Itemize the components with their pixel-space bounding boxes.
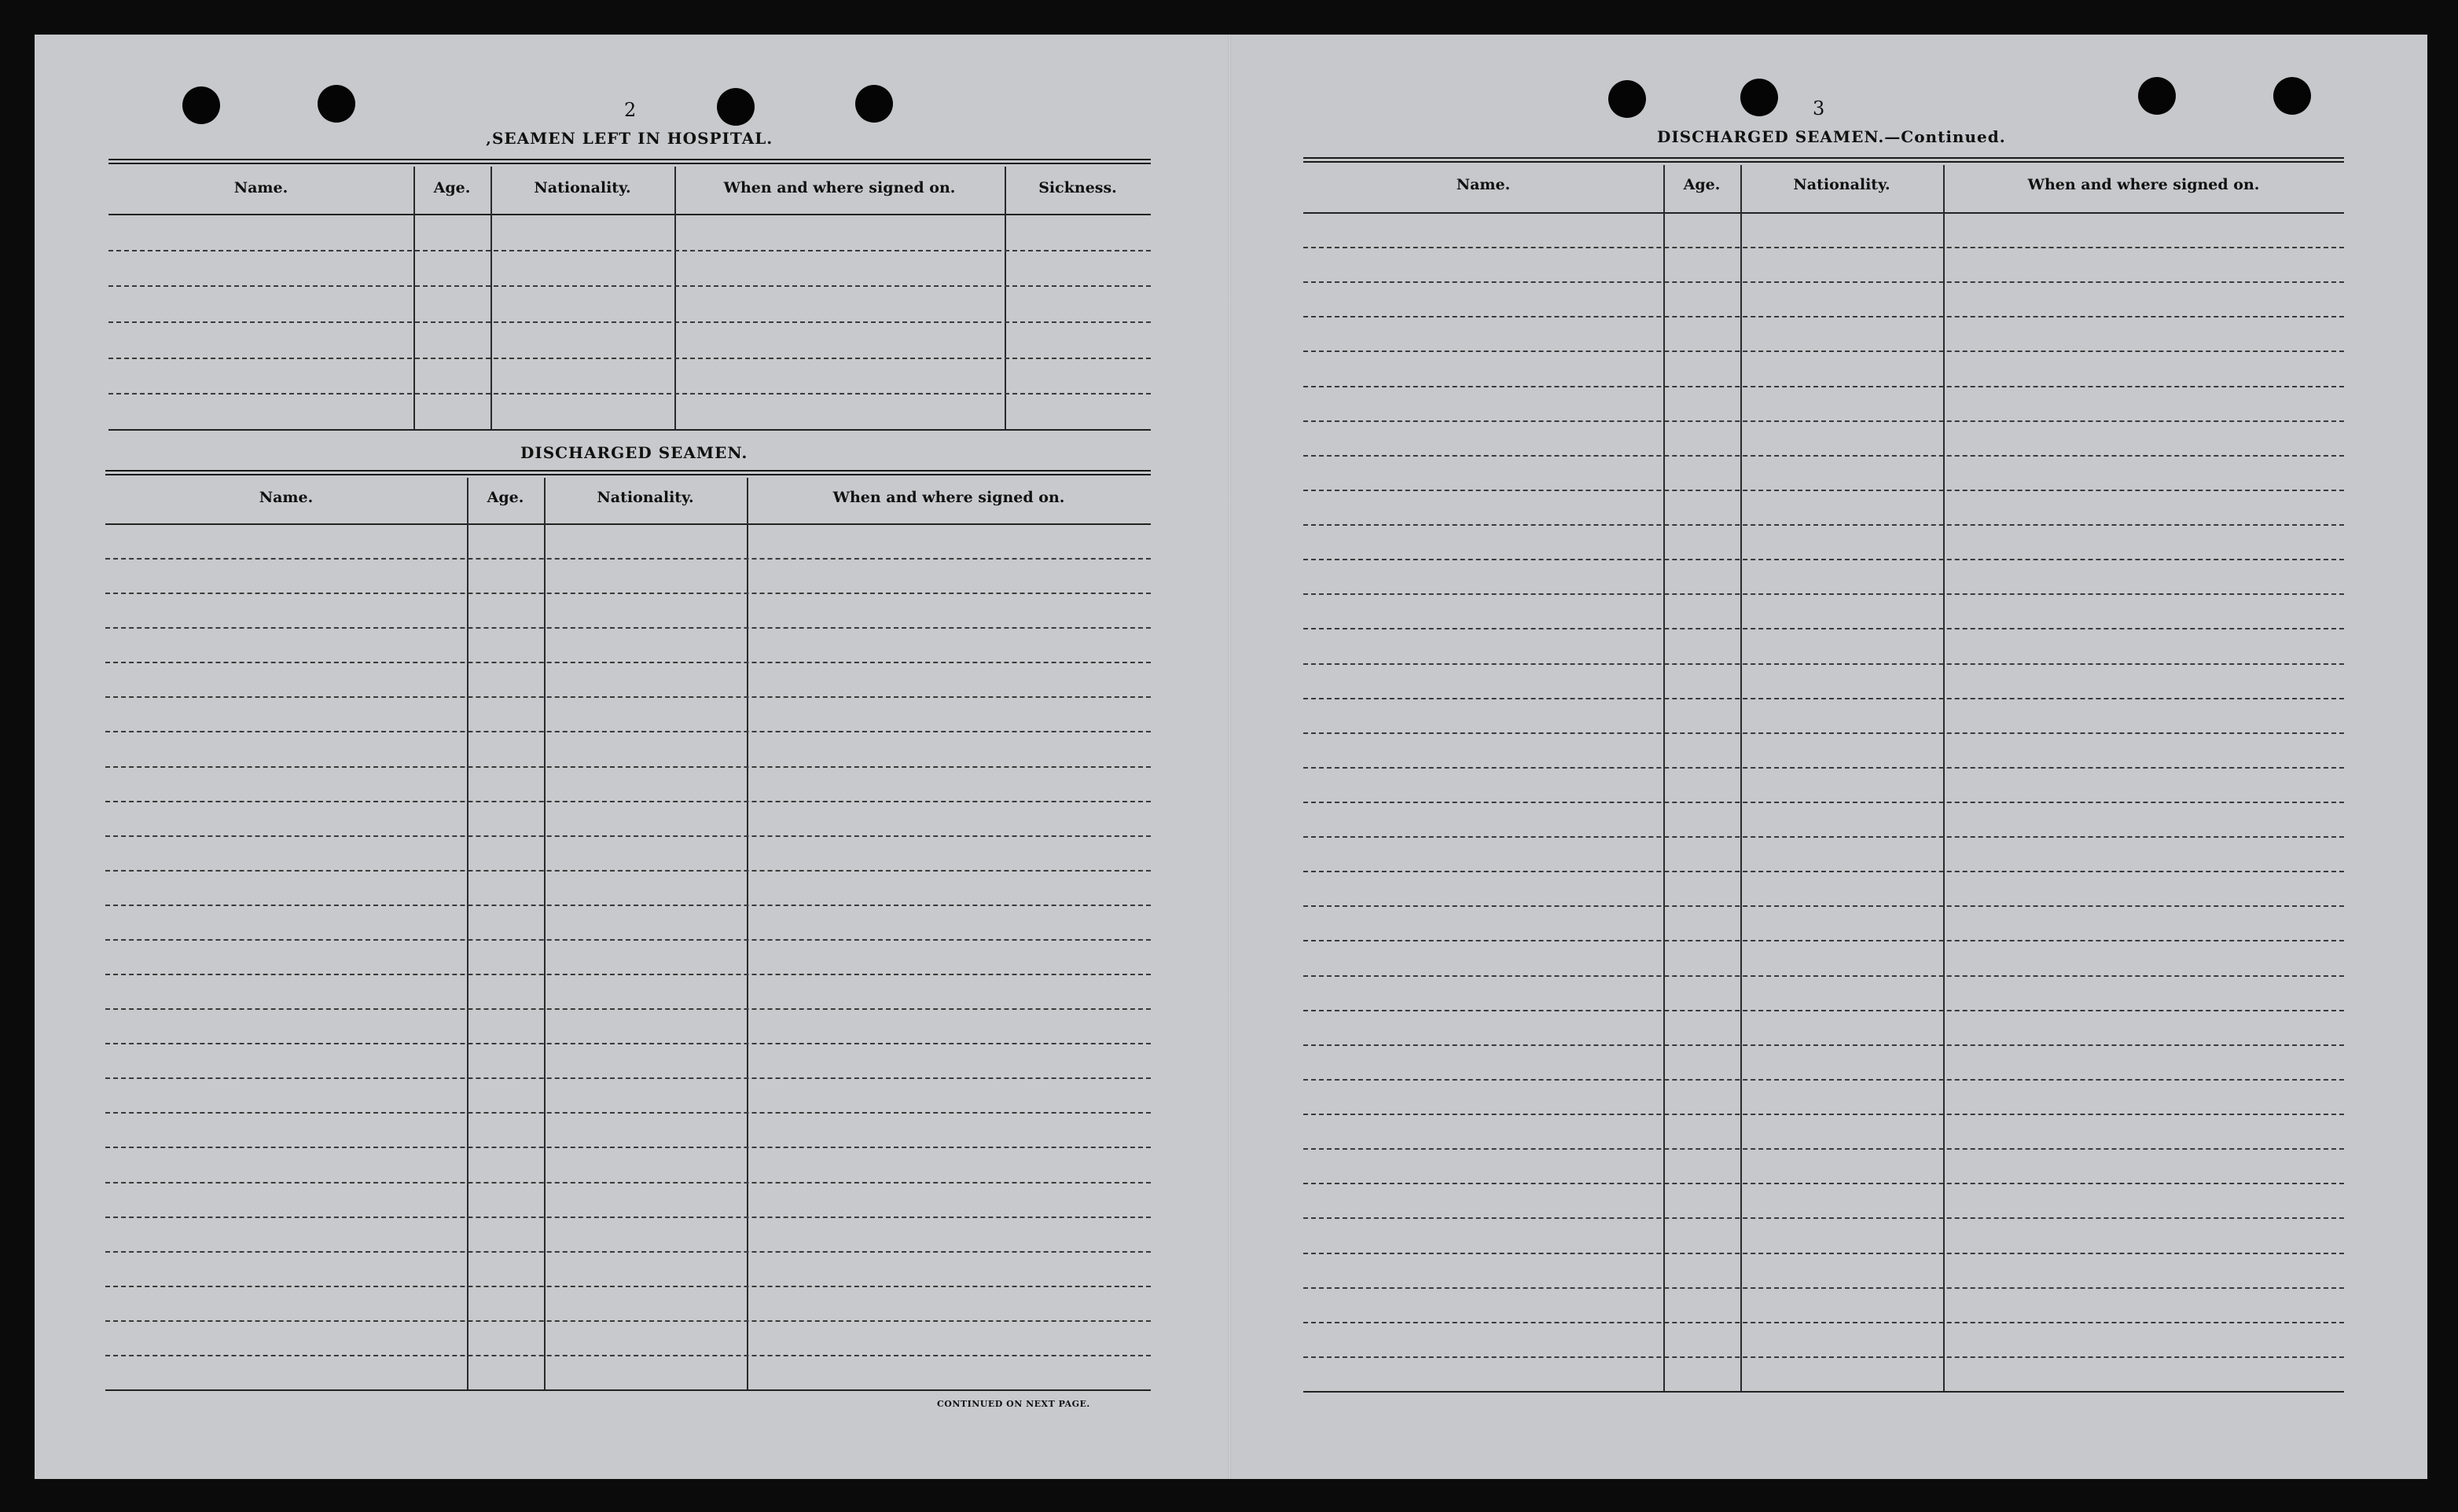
column-header-name: Name. [233, 179, 288, 196]
table-row [1303, 1183, 2344, 1184]
table-row [1303, 698, 2344, 699]
column-divider [544, 478, 546, 1389]
punch-hole-icon [717, 88, 755, 126]
table-row [105, 1320, 1151, 1322]
table-row [105, 939, 1151, 941]
page-number-left: 2 [624, 99, 637, 121]
table-row [1303, 1079, 2344, 1081]
table-row [105, 593, 1151, 594]
header-underline [105, 523, 1151, 525]
table-row [108, 358, 1151, 359]
table-row [1303, 1287, 2344, 1289]
table-row [105, 1112, 1151, 1114]
column-header-age: Age. [1683, 176, 1721, 193]
discharged-continued-title: DISCHARGED SEAMEN.—Continued. [1657, 127, 2006, 146]
table-row [105, 905, 1151, 906]
table-top-rule [105, 470, 1151, 475]
table-row [105, 731, 1151, 732]
header-underline [108, 214, 1151, 215]
table-bottom-rule [1303, 1391, 2344, 1393]
table-row [108, 393, 1151, 395]
table-row [1303, 455, 2344, 457]
column-header-nationality: Nationality. [534, 179, 631, 196]
table-row [1303, 940, 2344, 941]
punch-hole-icon [318, 85, 355, 123]
table-row [1303, 350, 2344, 352]
table-row [105, 1251, 1151, 1253]
table-row [108, 250, 1151, 251]
table-row [1303, 975, 2344, 977]
column-divider [747, 478, 748, 1389]
table-row [105, 766, 1151, 768]
table-row [1303, 1253, 2344, 1254]
table-row [1303, 1010, 2344, 1011]
column-divider [1943, 165, 1945, 1391]
punch-hole-icon [855, 85, 893, 123]
table-row [105, 1182, 1151, 1184]
table-row [1303, 802, 2344, 803]
table-row [108, 285, 1151, 287]
column-divider [413, 167, 415, 431]
hospital-section-title: ‚SEAMEN LEFT IN HOSPITAL. [486, 129, 773, 148]
table-row [1303, 281, 2344, 283]
table-row [1303, 871, 2344, 872]
column-divider [674, 167, 676, 431]
table-row [1303, 905, 2344, 907]
table-bottom-rule [105, 1389, 1151, 1391]
page-number-right: 3 [1813, 97, 1826, 119]
table-row [1303, 386, 2344, 387]
table-row [1303, 1217, 2344, 1219]
discharged-section-title: DISCHARGED SEAMEN. [520, 443, 748, 462]
table-row [105, 1217, 1151, 1218]
table-row [1303, 559, 2344, 560]
punch-hole-icon [2273, 77, 2311, 115]
table-row [105, 870, 1151, 872]
page-fold [1228, 35, 1231, 1479]
table-row [1303, 628, 2344, 629]
punch-hole-icon [2138, 77, 2176, 115]
table-row [1303, 490, 2344, 491]
header-underline [1303, 212, 2344, 214]
column-divider [1740, 165, 1742, 1391]
table-row [105, 1043, 1151, 1044]
table-row [105, 835, 1151, 837]
column-header-signed-on: When and where signed on. [2027, 176, 2260, 193]
table-row [105, 974, 1151, 975]
table-row [105, 1147, 1151, 1148]
column-header-nationality: Nationality. [597, 489, 694, 506]
discharged-seamen-table [105, 470, 1151, 1393]
table-row [1303, 1322, 2344, 1323]
table-row [1303, 316, 2344, 317]
column-header-signed-on: When and where signed on. [723, 179, 956, 196]
table-row [1303, 524, 2344, 526]
table-row [105, 1077, 1151, 1079]
table-row [105, 801, 1151, 802]
table-row [1303, 663, 2344, 665]
discharged-seamen-continued-table [1303, 157, 2344, 1394]
table-top-rule [108, 159, 1151, 164]
continued-footnote: CONTINUED ON NEXT PAGE. [937, 1399, 1090, 1409]
table-row [1303, 1114, 2344, 1115]
table-row [1303, 247, 2344, 248]
table-row [105, 1355, 1151, 1356]
column-header-age: Age. [433, 179, 471, 196]
table-row [1303, 1148, 2344, 1150]
table-row [1303, 593, 2344, 595]
column-header-sickness: Sickness. [1038, 179, 1117, 196]
table-row [105, 627, 1151, 629]
table-row [108, 321, 1151, 323]
column-header-name: Name. [1456, 176, 1511, 193]
punch-hole-icon [1740, 79, 1778, 116]
punch-hole-icon [182, 86, 220, 124]
table-row [1303, 732, 2344, 734]
hospital-table [108, 159, 1151, 432]
column-header-nationality: Nationality. [1793, 176, 1890, 193]
column-divider [1663, 165, 1665, 1391]
punch-hole-icon [1608, 80, 1646, 118]
table-bottom-rule [108, 429, 1151, 431]
table-row [1303, 1356, 2344, 1358]
table-row [1303, 1044, 2344, 1046]
column-header-signed-on: When and where signed on. [832, 489, 1065, 506]
table-row [105, 696, 1151, 698]
table-row [105, 558, 1151, 560]
table-row [105, 1008, 1151, 1010]
table-row [1303, 836, 2344, 838]
table-row [1303, 420, 2344, 422]
column-divider [467, 478, 468, 1389]
table-top-rule [1303, 157, 2344, 163]
column-header-age: Age. [487, 489, 524, 506]
table-row [105, 662, 1151, 663]
table-row [105, 1286, 1151, 1287]
column-divider [490, 167, 492, 431]
column-divider [1005, 167, 1006, 431]
table-row [1303, 767, 2344, 769]
column-header-name: Name. [259, 489, 314, 506]
